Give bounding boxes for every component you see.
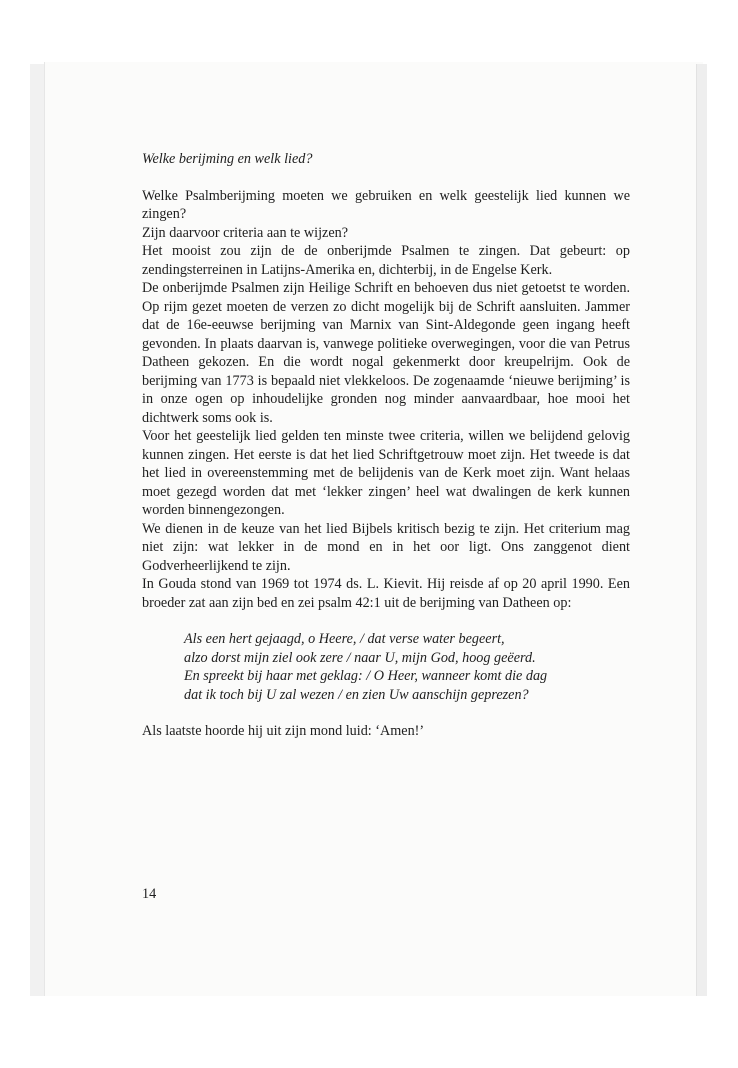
page-edge bbox=[696, 64, 707, 996]
poem-line: En spreekt bij haar met geklag: / O Heer, wanneer komt die dag bbox=[184, 668, 548, 684]
paragraph: De onberijmde Psalmen zijn Heilige Schrift en behoeven dus niet getoetst te worden. Op rijm gezet moeten de verzen zo dicht mogelijk bij de Schrift aansluiten. Jammer dat de 16e-eeuwse berijming van Marnix van Sint-Aldegonde geen ingang heeft gevonden. In plaats daarvan is, vanwege politieke overwegingen, voor die van Petrus Datheen gekozen. En die wordt nogal gekenmerkt door kreupelrijm. Ook de berijming van 1773 is bepaald niet vlekkeloos. De zogenaamde ‘nieuwe berijming’ is in onze ogen op inhoudelijke gronden nog minder aanvaardbaar, hoe mooi het dichtwerk soms ook is. bbox=[142, 280, 630, 426]
paragraph: Welke Psalmberijming moeten we gebruiken en welk geestelijk lied kunnen we zingen? bbox=[142, 187, 630, 222]
closing-line: Als laatste hoorde hij uit zijn mond luid: ‘Amen!’ bbox=[142, 723, 425, 739]
section-heading: Welke berijming en welk lied? bbox=[142, 151, 313, 167]
paragraph: We dienen in de keuze van het lied Bijbels kritisch bezig te zijn. Het criterium mag niet zijn: wat lekker in de mond en in het oor ligt. Ons zanggenot dient Godverheerlijkend te zijn. bbox=[142, 520, 630, 574]
page-number: 14 bbox=[142, 886, 157, 902]
paragraph: Zijn daarvoor criteria aan te wijzen? bbox=[142, 224, 349, 241]
paragraph: In Gouda stond van 1969 tot 1974 ds. L. Kievit. Hij reisde af op 20 april 1990. Een broeder zat aan zijn bed en zei psalm 42:1 uit de berijming van Datheen op: bbox=[142, 576, 630, 611]
paragraph: Voor het geestelijk lied gelden ten minste twee criteria, willen we belijdend gelovig kunnen zingen. Het eerste is dat het lied Schriftgetrouw moet zijn. Het tweede is dat het lied in overeenstemming met de belijdenis van de Kerk moet zijn. Want helaas moet gezegd worden dat met ‘lekker zingen’ heel wat dwalingen de kerk kunnen worden binnengezongen. bbox=[142, 428, 630, 518]
poem-line: alzo dorst mijn ziel ook zere / naar U, mijn God, hoog geëerd. bbox=[184, 649, 536, 666]
page-text bbox=[142, 150, 630, 741]
poem-line: Als een hert gejaagd, o Heere, / dat verse water begeert, bbox=[184, 631, 505, 647]
psalm-quote bbox=[184, 630, 630, 704]
paragraph: Het mooist zou zijn de de onberijmde Psalmen te zingen. Dat gebeurt: op zendingsterreinen in Latijns-Amerika en, dichterbij, in de Engelse Kerk. bbox=[142, 243, 630, 278]
poem-line: dat ik toch bij U zal wezen / en zien Uw aanschijn geprezen? bbox=[184, 686, 529, 703]
